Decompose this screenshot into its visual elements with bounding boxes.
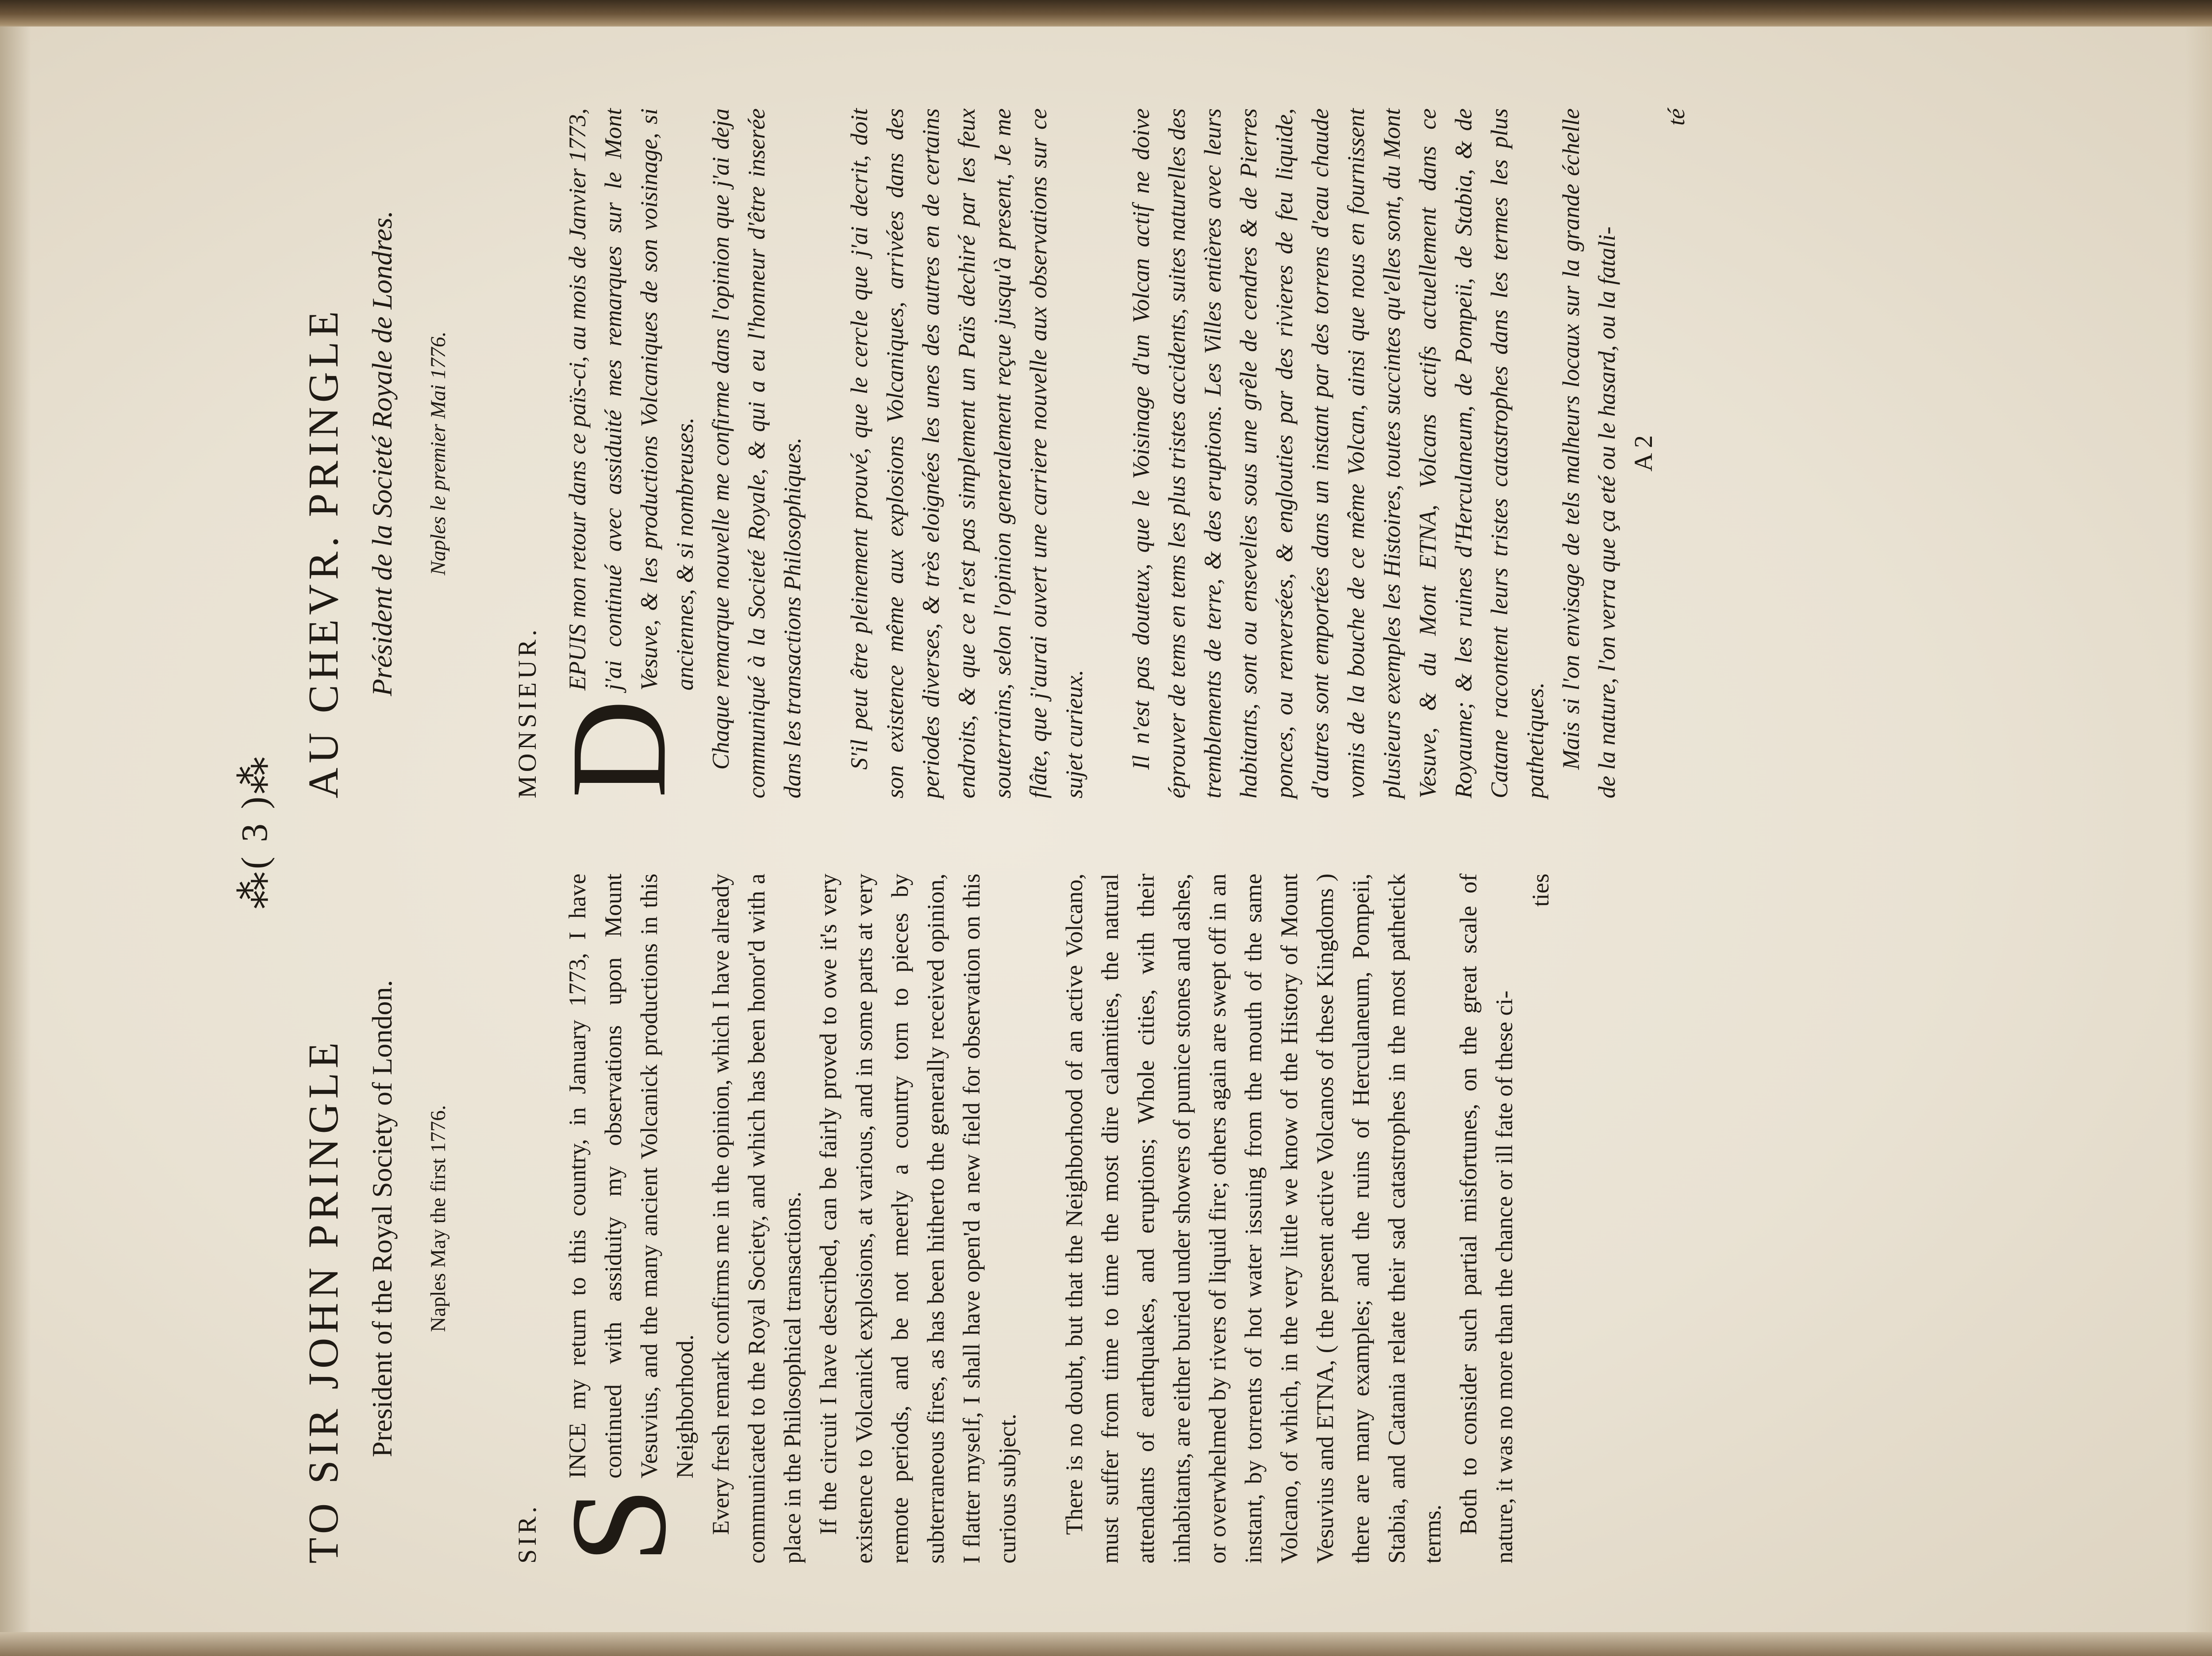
- french-drop-cap: D: [542, 699, 695, 798]
- english-catchword: ties: [1527, 874, 1554, 907]
- english-paragraph-2: Every fresh remark confirms me in the opinion, which I have already communicated to the Royal Society, and which has been honor'd with a place in the Philosophical transactions.: [707, 874, 806, 1564]
- book-page: [0, 27, 2212, 1634]
- bottom-edge: [0, 1632, 2212, 1656]
- french-paragraph-2: Chaque remarque nouvelle me confirme dans l'opinion que j'ai deja communiqué à la Societé Royale, & qui a eu l'honneur d'être inserée dans les transactions Philosophiques.: [707, 108, 806, 798]
- french-salutation: MONSIEUR.: [512, 626, 541, 798]
- english-column: [299, 874, 1554, 1564]
- french-paragraph-5: Mais si l'on envisage de tels malheurs locaux sur la grande échelle de la nature, l'on verra que ça eté ou le hasard, ou la fatali-: [1557, 108, 1620, 798]
- english-subtitle: President of the Royal Society of London.: [366, 980, 398, 1457]
- french-paragraph-4: Il n'est pas douteux, que le Voisinage d'un Volcan actif ne doive éprouver de tems en tems les plus tristes accidents, suites naturelles des tremblements de terre, & des eruptions. Les Villes entières avec leurs habitants, sont ou ensevelies sous une grêle de cendres & de Pierres ponces, ou renversées, & englouties par des rivieres de feu liquide, d'autres sont emportées dans un instant par des torrens d'eau chaude vomis de la bouche de ce même Volcan, ainsi que nous en fournissent plusieurs exemples les Histoires, toutes succintes qu'elles sont, du Mont Vesuve, & du Mont ETNA, Volcans actifs actuellement dans ce Royaume; & les ruines d'Herculaneum, de Pompeii, de Stabia, & de Catane racontent leurs tristes catastrophes dans les termes les plus pathetiques.: [1127, 108, 1548, 798]
- french-body: [542, 108, 1625, 798]
- page-edge-shadow: [2185, 27, 2212, 1634]
- english-paragraph-3: If the circuit I have described, can be fairly proved to owe it's very existence to Volcanick explosions, at various, and in some parts at very remote periods, and be not meerly a country torn to pieces by subterraneous fires, as has been hitherto the generally received opinion, I flatter myself, I shall have open'd a new field for observation on this curious subject.: [814, 874, 1021, 1564]
- french-paragraph-1: D EPUIS mon retour dans ce païs-ci, au mois de Janvier 1773, j'ai continué avec assiduité mes remarques sur le Mont Vesuve, & les productions Volcaniques de son voisinage, si anciennes, & si nombreuses.: [542, 108, 698, 798]
- french-heading: AU CHEVR. PRINGLE: [300, 307, 347, 798]
- english-dateline: Naples May the first 1776.: [426, 1105, 450, 1332]
- page-folio: ⁂( 3 )⁂: [234, 754, 275, 909]
- english-paragraph-4: There is no doubt, but that the Neighborhood of an active Volcano, must suffer from time to time the most dire calamities, the natural attendants of earthquakes, and eruptions; Whole cities, with their inhabitants, are either buried under showers of pumice stones and ashes, or overwhelmed by rivers of liquid fire; others again are swept off in an instant, by torrents of hot water issuing from the mouth of the same Volcano, of which, in the very little we know of the History of Mount Vesuvius and ETNA, ( the present active Volcanos of these Kingdoms ) there are many examples; and the ruins of Herculaneum, Pompeii, Stabia, and Catania relate their sad catastrophes in the most pathetick terms.: [1060, 874, 1446, 1564]
- english-drop-cap: S: [542, 1487, 695, 1564]
- rotated-text-block: [232, 69, 1825, 1595]
- english-heading: TO SIR JOHN PRINGLE: [300, 1038, 347, 1564]
- french-subtitle: Président de la Societé Royale de Londres.: [366, 211, 398, 696]
- gutter-shadow: [0, 27, 31, 1634]
- french-catchword: té: [1663, 108, 1690, 126]
- english-salutation: SIR.: [512, 1503, 541, 1564]
- english-paragraph-1: S INCE my return to this country, in January 1773, I have continued with assiduity my observations upon Mount Vesuvius, and the many ancient Volcanick productions in this Neighborhood.: [542, 874, 698, 1564]
- french-dateline: Naples le premier Mai 1776.: [426, 331, 450, 575]
- english-body: [542, 874, 1522, 1564]
- french-column: [299, 108, 1690, 798]
- signature-mark: A 2: [1628, 435, 1658, 472]
- french-paragraph-3: S'il peut être pleinement prouvé, que le cercle que j'ai decrit, doit son existence même aux explosions Volcaniques, arrivées dans des periodes diverses, & très eloignées les unes des autres en de certains endroits, & que ce n'est pas simplement un Païs dechiré par les feux souterrains, selon l'opinion generalement reçue jusqu'à present, Je me flâte, que j'aurai ouvert une carriere nouvelle aux observations sur ce sujet curieux.: [845, 108, 1087, 798]
- english-paragraph-5: Both to consider such partial misfortunes, on the great scale of nature, it was no more than the chance or ill fate of these ci-: [1455, 874, 1517, 1564]
